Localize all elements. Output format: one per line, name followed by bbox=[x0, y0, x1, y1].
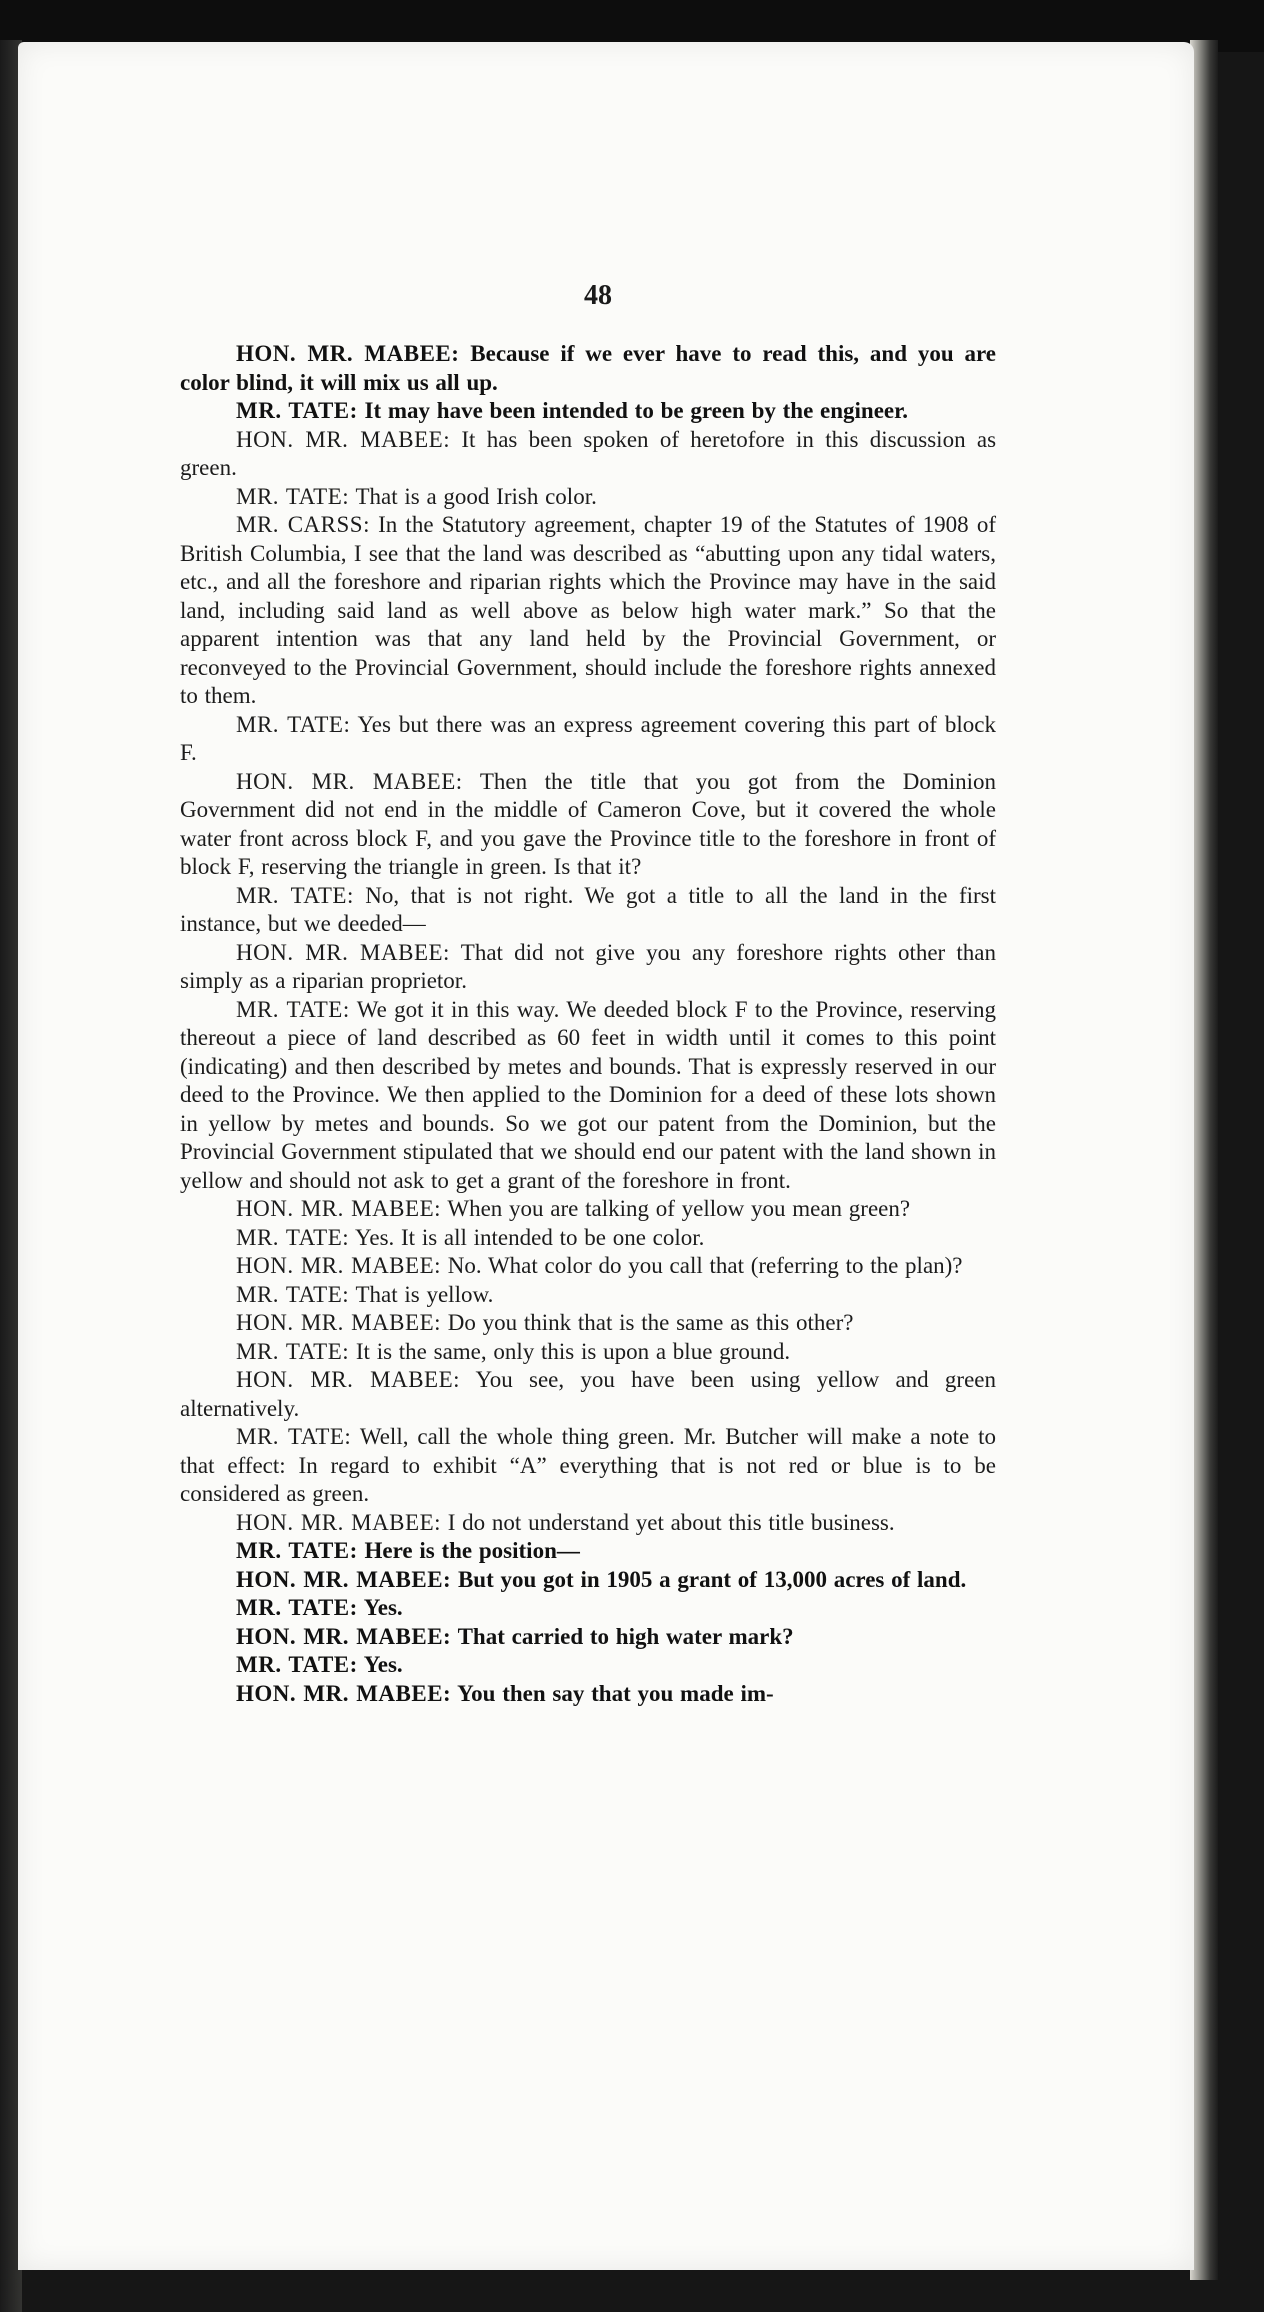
spoken-text: We got it in this way. We deeded block F to the Province, reserving thereout a piece of land described as 60 feet in width until it comes to this point (indicating) and then described by metes and bounds. That is expressly reserved in our deed to the Province. We then applied to the Dominion for a deed of these lots shown in yellow by metes and bounds. So we got our patent from the Dominion, but the Provincial Government stipulated that we should end our patent with the land shown in yellow and should not ask to get a grant of the foreshore in front. bbox=[180, 996, 996, 1193]
speaker-label: MR. TATE: bbox=[236, 1652, 358, 1677]
speaker-label: MR. TATE: bbox=[236, 1338, 350, 1364]
spoken-text: You see, you have been using yellow and green alternatively. bbox=[180, 1367, 996, 1421]
spoken-text: Yes but there was an express agreement covering this part of block F. bbox=[180, 711, 996, 765]
speaker-label: HON. MR. MABEE: bbox=[236, 1196, 442, 1221]
transcript-paragraph bbox=[180, 1537, 996, 1566]
speaker-label: HON. MR. MABEE: bbox=[236, 1367, 461, 1392]
speaker-label: HON. MR. MABEE: bbox=[236, 939, 450, 965]
transcript-paragraph bbox=[180, 711, 996, 768]
speaker-label: MR. TATE: bbox=[236, 1595, 358, 1620]
page-edge-shadow bbox=[1190, 40, 1218, 2280]
spoken-text: That did not give you any foreshore rights other than simply as a riparian proprietor. bbox=[180, 939, 997, 993]
transcript-paragraph bbox=[180, 1594, 996, 1623]
speaker-label: HON. MR. MABEE: bbox=[236, 1566, 452, 1592]
speaker-label: HON. MR. MABEE: bbox=[236, 1680, 452, 1706]
spoken-text: Yes. It is all intended to be one color. bbox=[355, 1224, 705, 1250]
transcript-paragraph bbox=[180, 340, 996, 397]
transcript-paragraph bbox=[180, 1281, 996, 1310]
transcript-paragraph bbox=[180, 939, 996, 996]
speaker-label: MR. TATE: bbox=[236, 398, 358, 423]
spoken-text: But you got in 1905 a grant of 13,000 acres of land. bbox=[457, 1566, 967, 1592]
spoken-text: Because if we ever have to read this, and you are color blind, it will mix us all up. bbox=[180, 341, 996, 395]
transcript-paragraph bbox=[180, 426, 996, 483]
transcript-paragraph bbox=[180, 511, 996, 711]
spoken-text: Then the title that you got from the Dominion Government did not end in the middle of Cameron Cove, but it covered the whole water front across block F, and you gave the Province title to the foreshore in front of block F, reserving the triangle in green. Is that it? bbox=[180, 768, 996, 879]
transcript-paragraph bbox=[180, 1252, 996, 1281]
speaker-label: HON. MR. MABEE: bbox=[236, 1509, 442, 1535]
transcript-paragraph bbox=[180, 483, 996, 512]
spoken-text: That is a good Irish color. bbox=[355, 483, 597, 509]
spoken-text: It has been spoken of heretofore in this discussion as green. bbox=[180, 426, 997, 480]
transcript-paragraph bbox=[180, 1623, 996, 1652]
transcript-paragraph bbox=[180, 1224, 996, 1253]
speaker-label: MR. TATE: bbox=[236, 1281, 350, 1307]
spoken-text: Do you think that is the same as this other? bbox=[447, 1310, 854, 1335]
spoken-text: Well, call the whole thing green. Mr. Butcher will make a note to that effect: In regard to exhibit “A” everything that is not red or blue is to be considered as green. bbox=[180, 1424, 996, 1506]
spoken-text: It may have been intended to be green by the engineer. bbox=[364, 398, 908, 423]
transcript-paragraph bbox=[180, 1195, 996, 1224]
spoken-text: That is yellow. bbox=[355, 1281, 494, 1307]
speaker-label: MR. TATE: bbox=[236, 996, 350, 1022]
transcript-body bbox=[180, 340, 996, 1708]
transcript-paragraph bbox=[180, 1366, 996, 1423]
page-number: 48 bbox=[584, 280, 612, 311]
speaker-label: HON. MR. MABEE: bbox=[236, 1253, 442, 1278]
transcript-paragraph bbox=[180, 1566, 996, 1595]
spoken-text: Here is the position— bbox=[364, 1538, 580, 1563]
speaker-label: MR. TATE: bbox=[236, 1224, 350, 1250]
spoken-text: No. What color do you call that (referring to the plan)? bbox=[447, 1253, 963, 1278]
spoken-text: It is the same, only this is upon a blue ground. bbox=[355, 1338, 791, 1364]
transcript-paragraph bbox=[180, 882, 996, 939]
speaker-label: MR. CARSS: bbox=[236, 512, 370, 537]
transcript-paragraph bbox=[180, 1338, 996, 1367]
document-page bbox=[18, 42, 1194, 2270]
spoken-text: In the Statutory agreement, chapter 19 of the Statutes of 1908 of British Columbia, I see that the land was described as “abutting upon any tidal waters, etc., and all the foreshore and riparian rights which the Province may have in the said land, including said land as well above as below high water mark.” So that the apparent intention was that any land held by the Provincial Government, or reconveyed to the Provincial Government, should include the foreshore rights annexed to them. bbox=[180, 512, 996, 708]
spoken-text: Yes. bbox=[363, 1595, 403, 1620]
transcript-paragraph bbox=[180, 1509, 996, 1538]
spoken-text: When you are talking of yellow you mean green? bbox=[447, 1196, 911, 1221]
spoken-text: I do not understand yet about this title business. bbox=[447, 1509, 895, 1535]
speaker-label: MR. TATE: bbox=[236, 711, 351, 737]
speaker-label: HON. MR. MABEE: bbox=[236, 1310, 442, 1335]
transcript-paragraph bbox=[180, 1309, 996, 1338]
speaker-label: HON. MR. MABEE: bbox=[236, 426, 451, 452]
transcript-paragraph bbox=[180, 1651, 996, 1680]
spoken-text: No, that is not right. We got a title to all the land in the first instance, but we deeded— bbox=[180, 882, 996, 936]
speaker-label: HON. MR. MABEE: bbox=[236, 1623, 452, 1649]
speaker-label: MR. TATE: bbox=[236, 1424, 352, 1449]
speaker-label: HON. MR. MABEE: bbox=[236, 341, 460, 366]
speaker-label: MR. TATE: bbox=[236, 1538, 358, 1563]
spoken-text: That carried to high water mark? bbox=[457, 1623, 794, 1649]
transcript-paragraph bbox=[180, 996, 996, 1196]
speaker-label: MR. TATE: bbox=[236, 483, 350, 509]
transcript-paragraph bbox=[180, 1680, 996, 1709]
transcript-paragraph bbox=[180, 768, 996, 882]
transcript-paragraph bbox=[180, 397, 996, 426]
speaker-label: MR. TATE: bbox=[236, 882, 354, 908]
speaker-label: HON. MR. MABEE: bbox=[236, 768, 463, 794]
spoken-text: Yes. bbox=[363, 1652, 403, 1677]
transcript-paragraph bbox=[180, 1423, 996, 1509]
spoken-text: You then say that you made im- bbox=[457, 1680, 774, 1706]
